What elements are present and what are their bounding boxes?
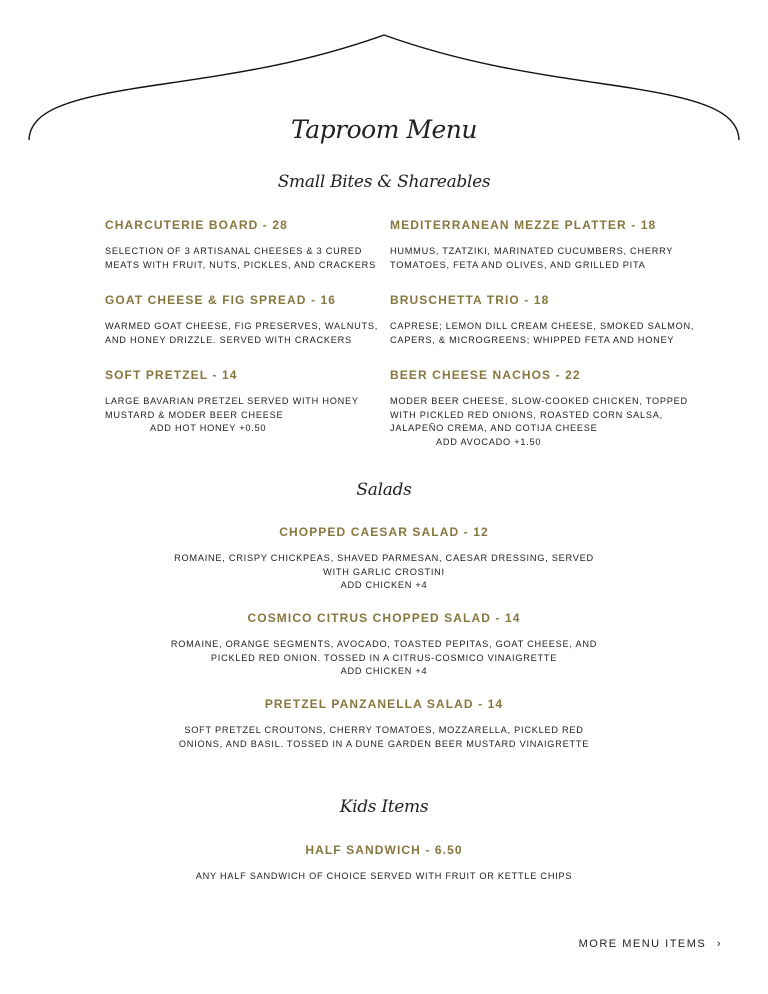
desc-line: ROMAINE, CRISPY CHICKPEAS, SHAVED PARMESAN, CAESAR DRESSING, SERVED bbox=[174, 553, 594, 563]
menu-item-desc bbox=[0, 552, 768, 593]
desc-line: SOFT PRETZEL CROUTONS, CHERRY TOMATOES, MOZZARELLA, PICKLED RED bbox=[184, 725, 584, 735]
menu-item-desc bbox=[105, 395, 359, 436]
desc-line: CAPERS, & MICROGREENS; WHIPPED FETA AND HONEY bbox=[390, 334, 675, 345]
desc-line: LARGE BAVARIAN PRETZEL SERVED WITH HONEY bbox=[105, 396, 359, 406]
menu-item-name: MEDITERRANEAN MEZZE PLATTER - 18 bbox=[390, 218, 657, 232]
menu-item-name: HALF SANDWICH - 6.50 bbox=[305, 843, 463, 857]
menu-item-desc bbox=[0, 870, 768, 884]
section-heading-kids: Kids Items bbox=[339, 797, 429, 817]
desc-line: PICKLED RED ONION. TOSSED IN A CITRUS-COSMICO VINAIGRETTE bbox=[210, 652, 558, 663]
menu-item-name: COSMICO CITRUS CHOPPED SALAD - 14 bbox=[247, 611, 521, 625]
menu-item-desc bbox=[390, 395, 688, 449]
chevron-right-icon: › bbox=[716, 938, 722, 950]
menu-item-name: CHARCUTERIE BOARD - 28 bbox=[105, 218, 288, 232]
desc-line: ANY HALF SANDWICH OF CHOICE SERVED WITH FRUIT OR KETTLE CHIPS bbox=[195, 871, 573, 881]
desc-line: WITH GARLIC CROSTINI bbox=[323, 566, 445, 577]
desc-line: WARMED GOAT CHEESE, FIG PRESERVES, WALNUTS, bbox=[105, 321, 379, 331]
more-menu-items-link[interactable] bbox=[579, 938, 722, 950]
desc-line: MEATS WITH FRUIT, NUTS, PICKLES, AND CRACKERS bbox=[105, 259, 376, 270]
menu-item-desc bbox=[390, 320, 694, 347]
desc-line: MODER BEER CHEESE, SLOW-COOKED CHICKEN, TOPPED bbox=[390, 396, 688, 406]
more-menu-items-label: MORE MENU ITEMS bbox=[578, 938, 707, 950]
desc-line: HUMMUS, TZATZIKI, MARINATED CUCUMBERS, CHERRY bbox=[390, 246, 674, 256]
menu-item-desc bbox=[105, 245, 376, 272]
page-title: Taproom Menu bbox=[291, 115, 477, 144]
menu-item-name: CHOPPED CAESAR SALAD - 12 bbox=[279, 525, 489, 539]
section-heading-salads: Salads bbox=[356, 480, 412, 500]
menu-item-name: BEER CHEESE NACHOS - 22 bbox=[390, 368, 581, 382]
menu-item-name: PRETZEL PANZANELLA SALAD - 14 bbox=[264, 697, 504, 711]
desc-line: CAPRESE; LEMON DILL CREAM CHEESE, SMOKED SALMON, bbox=[390, 321, 695, 331]
add-on: ADD HOT HONEY +0.50 bbox=[150, 423, 267, 434]
add-on: ADD CHICKEN +4 bbox=[340, 580, 428, 591]
desc-line: ONIONS, AND BASIL. TOSSED IN A DUNE GARDEN BEER MUSTARD VINAIGRETTE bbox=[178, 738, 590, 749]
add-on: ADD AVOCADO +1.50 bbox=[436, 436, 542, 447]
desc-line: WITH PICKLED RED ONIONS, ROASTED CORN SALSA, bbox=[390, 409, 663, 420]
menu-item-name: SOFT PRETZEL - 14 bbox=[105, 368, 238, 382]
add-on: ADD CHICKEN +4 bbox=[340, 666, 428, 677]
desc-line: JALAPEÑO CREMA, AND COTIJA CHEESE bbox=[390, 423, 598, 434]
menu-item-name: BRUSCHETTA TRIO - 18 bbox=[390, 293, 550, 307]
section-heading-small-bites: Small Bites & Shareables bbox=[277, 172, 491, 192]
menu-item-desc bbox=[0, 724, 768, 751]
desc-line: MUSTARD & MODER BEER CHEESE bbox=[105, 409, 284, 420]
menu-item-name: GOAT CHEESE & FIG SPREAD - 16 bbox=[105, 293, 337, 307]
desc-line: AND HONEY DRIZZLE. SERVED WITH CRACKERS bbox=[105, 334, 352, 345]
menu-item-desc bbox=[105, 320, 378, 347]
menu-item-desc bbox=[390, 245, 673, 272]
menu-item-desc bbox=[0, 638, 768, 679]
desc-line: TOMATOES, FETA AND OLIVES, AND GRILLED PITA bbox=[390, 259, 646, 270]
desc-line: SELECTION OF 3 ARTISANAL CHEESES & 3 CURED bbox=[105, 246, 363, 256]
desc-line: ROMAINE, ORANGE SEGMENTS, AVOCADO, TOASTED PEPITAS, GOAT CHEESE, AND bbox=[170, 639, 598, 649]
